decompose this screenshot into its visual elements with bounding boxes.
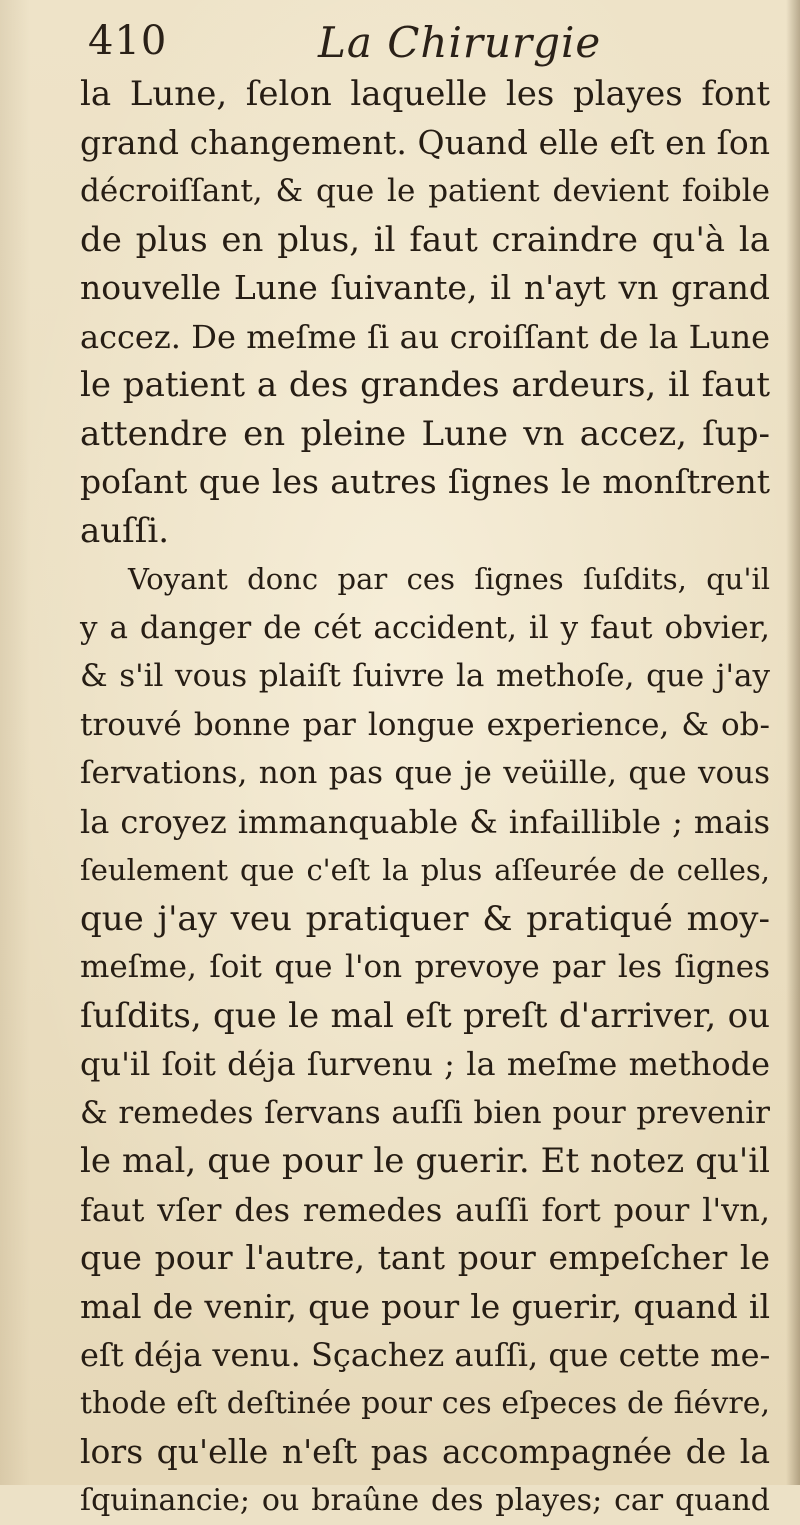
running-head	[88, 18, 768, 74]
text-line: eſt déja venu. Sçachez auſſi, que cette me-	[80, 1331, 770, 1380]
text-line: que j'ay veu pratiquer & pratiqué moy-	[80, 895, 770, 944]
text-line: ſquinancie; ou braûne des playes; car quand	[80, 1477, 770, 1525]
text-line: & remedes ſervans auſſi bien pour prevenir	[80, 1089, 770, 1138]
text-line: grand changement. Quand elle eſt en ſon	[80, 119, 770, 168]
paragraph-first-line: Voyant donc par ces ſignes ſuſdits, qu'il	[80, 555, 770, 604]
text-line: attendre en pleine Lune vn accez, ſup-	[80, 410, 770, 459]
text-line: lors qu'elle n'eſt pas accompagnée de la	[80, 1428, 770, 1477]
running-title: La Chirurgie	[318, 18, 601, 67]
text-line: trouvé bonne par longue experience, & ob-	[80, 701, 770, 750]
text-line: poſant que les autres ſignes le monſtrent	[80, 458, 770, 507]
page-edge-shadow	[786, 0, 800, 1485]
body-text	[80, 70, 770, 1525]
text-line: mal de venir, que pour le guerir, quand il	[80, 1283, 770, 1332]
text-line: ſeulement que c'eſt la plus aſſeurée de celles,	[80, 846, 770, 895]
text-line: auſſi.	[80, 507, 770, 556]
text-line: la Lune, ſelon laquelle les playes font	[80, 70, 770, 119]
text-line: que pour l'autre, tant pour empeſcher le	[80, 1234, 770, 1283]
text-line: la croyez immanquable & infaillible ; mais	[80, 798, 770, 847]
text-line: le patient a des grandes ardeurs, il faut	[80, 361, 770, 410]
text-line: ſuſdits, que le mal eſt preſt d'arriver, ou	[80, 992, 770, 1041]
text-line: le mal, que pour le guerir. Et notez qu'il	[80, 1137, 770, 1186]
text-line: y a danger de cét accident, il y faut obvier,	[80, 604, 770, 653]
text-line: faut vſer des remedes auſſi fort pour l'vn,	[80, 1186, 770, 1235]
text-line: & s'il vous plaiſt ſuivre la methoſe, que j'ay	[80, 652, 770, 701]
text-line: accez. De meſme ſi au croiſſant de la Lune	[80, 313, 770, 362]
text-line: nouvelle Lune ſuivante, il n'ayt vn grand	[80, 264, 770, 313]
gutter-shadow	[0, 0, 30, 1485]
text-line: de plus en plus, il faut craindre qu'à la	[80, 216, 770, 265]
text-line: ſervations, non pas que je veüille, que vous	[80, 749, 770, 798]
text-line: qu'il ſoit déja ſurvenu ; la meſme methode	[80, 1040, 770, 1089]
text-line: meſme, ſoit que l'on prevoye par les ſignes	[80, 943, 770, 992]
text-line: thode eſt deſtinée pour ces eſpeces de fiévre,	[80, 1380, 770, 1429]
text-line: décroiſſant, & que le patient devient foible	[80, 167, 770, 216]
page-number: 410	[88, 18, 167, 64]
